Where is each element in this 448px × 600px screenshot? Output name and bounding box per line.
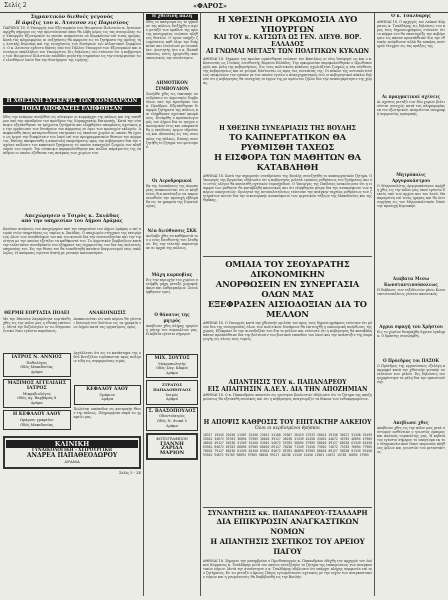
headline: Μητρόπολις Αργυροκάστρου — [391, 172, 431, 183]
page-footer: Σελίς 5 - 2Ε — [119, 470, 141, 475]
divider — [203, 256, 372, 257]
ad-lines — [5, 361, 69, 375]
ad-line: Ωράριον γραφείου — [20, 417, 54, 422]
article-text: ΑΘΗΝΑΙ 18. Κατά την σημερινήν συνεδρίασιν της Βουλής συνεζητήθη το καπνεργατικόν ζήτημα. Ο Υπουργός της Εργασίας εδήλωσεν ότι η κυβέρνησις μελετά τρόπους ρυθμίσεως του ζητήματος και ότι εντός ολίγου θα κατατεθή σχετικόν νομοσχέδιον. Ο Υπουργός της Παιδείας ανεκοίνωσεν ότι η εισφορά των μαθητών θα καταβληθή κανονικώς και ότι ελήφθησαν μέτρα δια την ανακούφισιν των απόρων οικογενειών. Ομιληταί της αντιπολιτεύσεως ετόνισαν την ανάγκην ταχείας ρυθμίσεως των ζητημάτων αυτών δια την οικονομικήν ανακούφισιν των εργατικών τάξεων της Μακεδονίας και της Θράκης. — [203, 174, 372, 203]
headline: Η ΕΙΣΦΟΡΑ ΤΩΝ ΜΑΘΗΤΩΝ ΘΑ ΚΑΤΑΒΛΗΘΗ — [214, 152, 361, 172]
ad-box — [3, 410, 71, 430]
ad-line: Δράμα — [101, 397, 114, 402]
headline: ΔΙΑ ΕΠΙΚΥΡΩΣΙΝ ΑΝΑΓΚΑΣΤΙΚΩΝ ΝΟΜΩΝ — [216, 517, 359, 536]
article-text: Χθες το απόγευμα εις το γήπεδον της πόλεως διεξήχθη ο αγών μεταξύ των ομάδων της πρώτης κατηγορίας ενώπιον πλήθους θεατών. Ο αγών υπήρξε ζωηρότατος καθ όλην την διάρκειαν και ετελείωσε με ισοπαλίαν. Διαιτητής ήτο ο κ. Παπαδόπουλος όστις εχειρίσθη ικανοποιητικώς την συνάντησιν. — [146, 20, 198, 61]
subheadline: Όλοι οι κερδισμένοι θρήσκοι — [255, 426, 320, 431]
ad-title: ΜΑΞΙΜΟΣ ΑΓΓΕΛΙΔΗΣ ΙΑΤΡΟΣ — [7, 381, 66, 391]
divider — [203, 507, 372, 508]
headline: ΣΥΝΑΝΤΗΣΙΣ κκ. ΠΑΠΑΝΔΡΕΟΥ-ΤΣΑΛΔΑΡΗ — [207, 509, 368, 517]
ad-line: Δράμα — [166, 397, 178, 402]
headline: ΕΞΕΦΡΑΣΕΝ ΑΙΣΙΟΔΟΞΙΑΝ ΔΙΑ ΤΟ ΜΕΛΛΟΝ — [208, 299, 367, 319]
ad-title: ΙΑΤΡΟΣ Ν. ΑΝΝΙΟΣ — [11, 355, 62, 360]
ad-line: Δράμα — [166, 370, 178, 375]
ad-line: ΜΑΡΙΟΝ — [159, 449, 185, 456]
column-rule — [200, 13, 201, 596]
article-text: ΑΘΗΝΑΙ 18. Σήμερον την πρωίαν ωρκίσθησαν ενώπιον του Βασιλέως οι νέοι Υπουργοί ως και ο κ. Κατσωτάς ως Γενικός Διευθυντής Βορείου Ελλάδος. Την ορκωμοσίαν παρηκολούθησαν ο Πρωθυπουργός και μέλη της κυβερνήσεως. Εις τους πολιτικούς κύκλους σχολιάζεται ζωηρώς η νέα σύνθεσις της κυβερνήσεως και αι γνώμαι διίστανται ως προς τας συνεπείας της. Οι κύκλοι της αντιπολιτεύσεως επικρίνουν τον τρόπον με τον οποίον έγινεν ο ανασχηματισμός ενώ οι κυβερνητικοί κύκλοι δηλούν ότι η κυβέρνησις θα συνεχίση το έργον της με αμείωτον ζήλον δια την ανασυγκρότησιν της χώρας. — [203, 57, 372, 86]
article-text: ΠΑΡΙΣΙΟΙ 18. Ο Υπουργός των Εξωτερικών των Ηνωμένων Πολιτειών κ. Άτσεσον αφίχθη σήμερον εις την πρωτεύουσαν όπου θα λάβη μέρος εις τας συνομιλίας των Υπουργών Εξωτερικών αι οποίαι αναμένεται να διαρκέσουν επί τινας ημέρας. Κατά τας πληροφορίας αι συζητήσεις θα αφορούν εις τα ζητήματα της αμύνης της Δυτικής Ευρώπης και της ενισχύσεως των δυνάμεων του Ατλαντικού Συμφώνου. Ο κ. Άτσεσον εγένετο δεκτός υπό του Γάλλου Υπουργού των Εξωτερικών και ανωτέρων υπαλλήλων του Υπουργείου. Εις δηλώσεις του ετόνισεν ότι η κυβέρνησις των Ηνωμένων Πολιτειών αποδίδει μεγίστην σημασίαν εις την συνεργασίαν των ελευθέρων λαών δια την διατήρησιν της ειρήνης. — [3, 26, 141, 63]
headline: Μάχη καρποβίας — [151, 272, 193, 277]
headline: Η ΧΘΕΣΙΝΗ ΟΡΚΩΜΟΣΙΑ ΔΥΟ ΥΠΟΥΡΓΩΝ — [217, 14, 358, 34]
headline: Αγρια σφαγή του Χρήστου — [379, 324, 443, 329]
clinic-sub: ΓΥΝΑΙΚΟΛΟΓΙΚΗ - ΧΕΙΡΟΥΡΓΙΚΗ — [31, 446, 113, 452]
ad-title: Σ. ΒΛΑΣΟΠΟΥΛΟΣ — [148, 408, 196, 414]
column-rule — [374, 13, 375, 596]
notices-row — [3, 311, 141, 351]
headline: Η ΑΠΑΝΤΗΣΙΣ ΣΧΕΤΙΚΟΣ ΤΟΥ ΑΡΕΙΟΥ ΠΑΓΟΥ — [210, 537, 365, 556]
headline: ΑΝΟΡΘΩΣΕΙΝ ΕΝ ΣΥΝΕΡΓΑΣΙΑ ΟΛΩΝ ΜΑΣ — [215, 279, 360, 299]
notice-left — [3, 311, 71, 351]
headline: ΤΟ ΚΑΠΝΕΡΓΑΤΙΚΟΝ ΘΑ ΡΥΘΜΙΣΘΗ ΤΑΧΕΩΣ — [229, 132, 346, 152]
ads-left — [3, 351, 71, 433]
column-2 — [146, 14, 198, 598]
article-text: Ο Πρόεδρος της οργανώσεως εξελέγη παμψηφεί κατά την χθεσινήν γενικήν συνέλευσιν των μελών. Εις δηλώσεις του ηυχαρίστησε τα μέλη δια την εμπιστοσύνην. — [377, 364, 445, 385]
article-text: Πωλείται οικόπεδον εις κεντρικήν θέσιν της πόλεως. Πληροφορίαι παρά τω γραφείω μας. — [73, 406, 141, 419]
ad-box — [3, 379, 71, 408]
ad-sub: ΦΩΤΟΓΡΑΦΕΙΟΝ — [156, 437, 188, 442]
ad-line: Μικροβιολόγος — [22, 391, 51, 396]
ad-line: Οδός Αγ. Βαρβάρας 8 — [17, 396, 57, 401]
headline: Απεχώρησεν ο Τσιρός κ. Σκιάδας — [24, 213, 120, 219]
clinic-title: ΚΛΙΝΙΚΗ — [6, 440, 138, 448]
article-text: ΑΘΗΝΑΙ 18. Ο κ. Παπανδρέου απαντών εις ερώτησιν βουλευτών εδήλωσεν ότι το ζήτημα της αποζημιώσεως θα εξετασθή ευνοϊκώς και ότι η κυβέρνησις αναγνωρίζει τα δίκαια των ενδιαφερομένων. — [203, 393, 372, 402]
ad-box — [146, 380, 198, 404]
headline: Διαβατα Μεσω Κωνσταντινούπολεως — [384, 276, 438, 287]
ad-lines — [5, 392, 69, 406]
ads-row — [3, 351, 141, 433]
article-text: Εις την περιοχήν του χωρίου συνήφθη μάχη μεταξύ χωροφυλάκων και λαθρεμπόρων. Συνελήφθησαν τρεις. — [146, 278, 198, 295]
headline: Η ΑΠΟΨΙΣ ΚΑΘΡΟΣΙΣ ΤΟΥ ΕΠΙΤΑΚΤΗΡ ΑΛΚΕΙΟΥ — [203, 419, 372, 426]
article-text: Απεβίωσε χθες εις την πόλιν μας μετά σύντομον ασθένειαν ο γνωστός έμπορος και παλαιός συμπολίτης μας. Η κηδεία του εγένετο σήμερον το απόγευμα εκ του Μητροπολιτικού Ναού παρουσία πλήθους φίλων και γνωστών του μεταστάντος. — [377, 426, 445, 455]
banner-headline: Η ΧΘΕΣΙΝΗ ΣΥΣΚΕΨΙΣ ΤΩΝ ΚΟΜΜΑΡΧΩΝ — [3, 98, 141, 105]
headline: Ο θάνατος της μητρός — [154, 312, 190, 323]
column-1 — [3, 14, 141, 598]
ad-lines — [5, 418, 69, 427]
headline: Νέα διεύθυνσις ΣΚΚ — [147, 228, 197, 233]
article-text: Αγγέλλεται ότι εις το κατάστημα της οδού Βενιζέλου ευρίσκονται προς πώλησιν είδη εις συμφερούσας τιμάς. — [73, 351, 141, 364]
column-rule — [143, 13, 144, 596]
article-text: Αι σχέσεις μεταξύ των δύο χωρών βελτιούνται συνεχώς κατά τας πληροφορίας εκ του εξωτερικού. Αναμένεται υπογραφή συμφωνίας εμπορικής. — [377, 100, 445, 117]
headline: Η χθεσινή πάλη — [146, 14, 198, 20]
masthead — [0, 0, 448, 13]
ad-lines — [148, 362, 196, 376]
column-3 — [203, 14, 372, 598]
article-text: Εκ της Διοικήσεως της Αεροπορίας ανακοινούται ότι οι κληθέντες δια κατάταξιν να παρουσιασθούν την προσεχή εβδομάδα εις τα γραφεία της Στρατολογίας. — [146, 184, 198, 209]
clinic-ad — [3, 436, 141, 469]
headline: Απεβίωσε χθες — [393, 420, 429, 425]
article-text: Ο Μητροπολίτης Αργυροκάστρου αφίχθη χθες εις την πόλιν μας όπου εγένετο δεκτός υπό των αρχών και του λαού. Θα παραμείνη επί τινας ημέρας και θα λειτουργήση εις τον Μητροπολιτικόν Ναόν την προσεχή Κυριακήν. — [377, 184, 445, 209]
ad-line: Μικροπωλητής — [158, 361, 186, 366]
column-4 — [377, 14, 445, 598]
article-text: Χθες την εσπέραν συνήλθον εις σύσκεψιν οι κομμάρχαι της πόλεως και της υπαίθρου υπό την προεδρίαν του προέδρου της Νομαρχιακής Επιτροπής. Κατά την σύσκεψιν εξητάσθησαν τα τρέχοντα ζητήματα και ελήφθησαν αποφάσεις σχετικώς με την οργάνωσιν των δυνάμεων του κόμματος εν όψει των προσεχών εκλογών. Απεφασίσθη όπως καταρτισθώσιν επιτροπαί εις έκαστον χωρίον αι οποίαι θα έχουν ως έργον την διαφώτισιν του λαού επί των προγραμματικών θέσεων του κόμματος. Επίσης απεφασίσθη η αποστολή υπομνήματος προς την κυβέρνησιν δια την ταχείαν επίλυσιν του καπνικού ζητήματος το οποίον απασχολεί ζωηρώς τον πληθυσμόν του νομού. Την σύσκεψιν παρηκολούθησαν και πολλοί παράγοντες της υπαίθρου οι οποίοι εξέθεσαν τας ανάγκας των χωρίων των. — [3, 115, 141, 156]
headline: ΑΙ ΓΝΩΜΑΙ ΜΕΤΑΞΥ ΤΩΝ ΠΟΛΙΤΙΚΩΝ ΚΥΚΛΩΝ — [205, 48, 370, 55]
ad-lines — [148, 393, 196, 402]
ad-line: Οδός Σαγ. Κάφου — [156, 366, 188, 371]
headline: ΕΙΣ ΑΠΑΙΤΗΣΙΝ Α.ΔΕ.Υ. ΔΙΑ ΤΗΝ ΑΠΟΖΗΜΙΑΝ — [207, 386, 368, 393]
headline: από την υπηρεσίαν του Δήμου Δράμας — [21, 219, 123, 224]
headline: Ο κ. Τσαλδάρης — [391, 14, 431, 19]
ad-title: Η ΚΕΦΑΛΟΥ ΛΑΟΥ — [12, 412, 61, 418]
page-number: Σελίς 2 — [4, 2, 27, 9]
ad-line: Ωράριον — [99, 392, 115, 397]
banner-headline: ΠΟΙΑΙ ΑΠΟΦΑΣΕΙΣ ΕΛΗΦΘΗΣΑΝ — [3, 106, 141, 113]
ad-line: Δράμα — [30, 369, 43, 374]
article-text: Με την δέουσαν λαμπρότητα εωρτάσθη χθες εις την πόλιν μας η εθνική επέτειος. Μετά την δοξολογίαν εν τω Μητροπολιτικώ Ναώ εγένετο παρέλασις. — [3, 317, 71, 334]
article-text: ΑΘΗΝΑΙ 18. Σήμερον την μεσημβρίαν ο Πρωθυπουργός κ. Παπανδρέου εδέχθη τον αρχηγόν του Λαϊκού Κόμματος κ. Τσαλδάρην μετά του οποίου συνεζήτησε το ζήτημα της επικυρώσεως των αναγκαστικών νόμων. Μετά την συνάντησιν ο κ. Τσαλδάρης εδήλωσεν ότι υπάρχει πλήρης συμφωνία επί του ζητήματος. Εν τω μεταξύ ο Άρειος Πάγος εγνωμάτευσεν σχετικώς με την ισχύν των αναγκαστικών νόμων και η γνωμάτευσις θα διαβιβασθή εις την Βουλήν. — [203, 559, 372, 580]
newspaper-title: «ΦΑΡΟΣ» — [193, 2, 227, 10]
ad-line: Οδός Ν. Φωκά 5 — [157, 418, 187, 423]
ad-lines — [76, 393, 140, 402]
ad-line: Δράμα — [30, 400, 43, 405]
notice-right — [74, 311, 142, 351]
headline: ΟΜΙΛΙΑ ΤΟΥ ΣΕΟΥΔΡΑΤΗΣ ΔΙΚΟΝΟΜΙΚΗΝ — [225, 259, 350, 279]
ads-right — [74, 351, 142, 433]
headline: ΘΕΡΜΗ ΕΟΡΤΑΣΙΑ ΠΟΛΕΙ — [4, 311, 70, 316]
article-text: Εις το χωρίον διεπράχθη άγριον έγκλημα. Ο δράστης συνελήφθη. — [377, 330, 445, 339]
article-text: Απεβίωσε χθες πλήρης ημερών η μήτηρ του συμπολίτου μας. Η κηδεία εγένετο σήμερον. — [146, 324, 198, 337]
headline: Αι πραγματικαί σχέσεις — [381, 94, 441, 99]
ad-line: Οδοντοϊατρός — [159, 414, 185, 419]
headline: Ο Πρόεδρος τοι ΠΑΣΟΚ — [382, 358, 440, 363]
ad-box — [146, 354, 198, 378]
ad-title: ΜΙΧ. ΣΟΥΤΟΣ — [154, 356, 190, 361]
clinic-line: ΔΡΑΜΑ — [64, 459, 80, 465]
article-text: Συνήλθε χθες εις τακτικήν συνεδρίασιν το Δημοτικόν Συμβούλιον υπό την προεδρίαν του κ. Προέδρου. Εξητάσθησαν διάφορα ζητήματα της πόλεως και ελήφθησαν σχετικαί αποφάσεις. Ενεκρίθη ο προϋπολογισμός του Δήμου δια το τρέχον οικονομικόν έτος και απεφασίσθη η εκτέλεσις έργων υδρεύσεως και οδοποιίας εις τας συνοικίας της πόλεως. Επίσης συνεζητήθη το ζήτημα του φωτισμού. — [146, 92, 198, 149]
lottery-table: 18327 19445 20158 21307 22456 23012 24188 25307 26419 27533 28014 29156 30227 31348 32459 33561 34672 35783 36894 37905 38016 39127 40238 41349 42450 43561 44672 45783 46894 47905 48016 49127 50238 51349 52450 53561 54672 55783 56894 57905 58016 59127 60238 61349 62450 63561 64672 65783 66894 67905 68016 69127 70238 71349 72450 73561 74672 75783 76894 77905 78016 79127 80238 81349 82450 83561 84672 85783 86894 87905 88016 89127 90238 91349 92450 93561 94672 95783 96894 97905 98016 99127 10238 11349 12450 13561 14672 15783 16894 17905 — [203, 433, 372, 458]
article-text: Η διάβασις των ταξιδιωτών μέσω Κωνσταντινουπόλεως γίνεται κανονικώς. — [377, 288, 445, 297]
ad-box — [3, 353, 71, 377]
article-text: Ανέλαβε χθες τα καθήκοντά του ο νέος διευθυντής του Σταθμού. Εις την τελετήν παρέστησαν αι αρχαί της πόλεως. — [146, 234, 198, 251]
article-text: Κατόπιν αιτήσεώς του απεχώρησεν από την υπηρεσίαν του Δήμου Δράμας ο επί σειράν ετών υπηρετήσας ως ταμίας κ. Σκιάδας. Ο αποχωρών ετύγχανε της εκτιμήσεως όλων των συναδέλφων του και του κοινού δια την ευσυνειδησίαν και την τιμιότητα με την οποίαν εξετέλει τα καθήκοντά του. Το Δημοτικόν Συμβούλιον κατά την τελευταίαν συνεδρίασίν του εξέφρασε τας ευχαριστίας του δια τας πολυετείς υπηρεσίας του. Εις την θέσιν του θα τοποθετηθή κατόπιν διαγωνισμού νέος υπάλληλος. Η απόφασις εγένετο δεκτή με γενικήν ικανοποίησιν. — [3, 227, 141, 256]
ad-line: Παθολόγος — [26, 360, 48, 365]
ad-title: ΣΤΡΑΤΟΣ ΠΑΠΑΔΟΠΟΥΛΟΣ — [153, 382, 191, 392]
ad-title: ΚΕΦΑΛΟΥ ΛΑΟΥ — [86, 387, 129, 392]
ad-box — [74, 385, 142, 405]
ad-lines — [148, 414, 196, 428]
headline: Η άφιξις του κ. Άτσεσον εις Παρισίους — [15, 20, 129, 26]
headline: ΚΑΙ ΤΟΥ κ. ΚΑΤΣΩΤΑ ΩΣ ΓΕΝ. ΔΙΕΥΘ. ΒΟΡ. ΕΛΛΑΔΟΣ — [213, 34, 362, 48]
ad-line: Ιατρός — [165, 392, 179, 397]
headline: Σημαντικόν διεθνές γεγονός — [30, 14, 114, 20]
ad-line: Οδός Μακεδονίας — [20, 422, 54, 427]
ad-line: Οδός Μακεδονίας — [20, 365, 54, 370]
headline: ΑΠΑΝΤΗΣΙΣ ΤΟΥ κ. ΠΑΠΑΝΔΡΕΟΥ — [228, 379, 347, 386]
headline: ΔΗΜΟΤΙΚΟΝ ΣΥΜΒΟΥΛΙΟΝ — [155, 80, 189, 91]
headline: ΑΝΑΚΟΙΝΩΣΙΣ — [88, 311, 126, 316]
article-text: ΑΘΗΝΑΙ 18. Ο αρχηγός του Λαϊκού Κόμματος κ. Τσαλδάρης εις δηλώσεις του προς τους δημοσιογράφους ετόνισεν ότι το κόμμα του θα υποστηρίξη την κυβέρνησιν εις πάσαν προσπάθειαν δια την εθνικήν ανόρθωσιν αλλά θα ασκήση αυστηρόν έλεγχον εις τας πράξεις της. — [377, 20, 445, 49]
ad-box — [146, 433, 198, 459]
headline: Οι Αεροδρομικοί — [152, 178, 192, 183]
clinic-name: ΑΝΔΡΕΑ ΠΑΠΑΘΕΟΔΩΡΟΥ — [26, 452, 118, 460]
ad-box — [146, 407, 198, 431]
ad-line: Δράμα — [166, 423, 178, 428]
article-text: ΑΘΗΝΑΙ 18. Ο Υπουργός κατά την χθεσινήν ομιλίαν του προς τους δημοσιογράφους ετόνισεν ότι μόνον δια της συνεργασίας όλων των πολιτικών δυνάμεων θα επιτευχθή η οικονομική ανόρθωσις της χώρας. Εξέφρασε δε την αισιοδοξίαν του δια το μέλλον και ετόνισεν ότι η κυβέρνησις θα καταβάλη πάσαν προσπάθειαν δια την βελτίωσιν του βιοτικού επιπέδου του λαού και την ανάπτυξιν της παραγωγής εις όλους τους τομείς. — [203, 321, 372, 342]
headline: Η ΧΘΕΣΙΝΗ ΣΥΝΕΔΡΙΑΣΙΣ ΤΗΣ ΒΟΥΛΗΣ — [219, 125, 356, 132]
ad-title: ΓΙΑΝΝΗ ΖΑΡΙΔΑ — [160, 440, 184, 452]
article-text: Ανακοινούται ότι από αύριον θα γίνεται διανομή των δελτίων εις τα γραφεία του Δήμου κατά τας εργασίμους ώρας. — [73, 317, 141, 330]
